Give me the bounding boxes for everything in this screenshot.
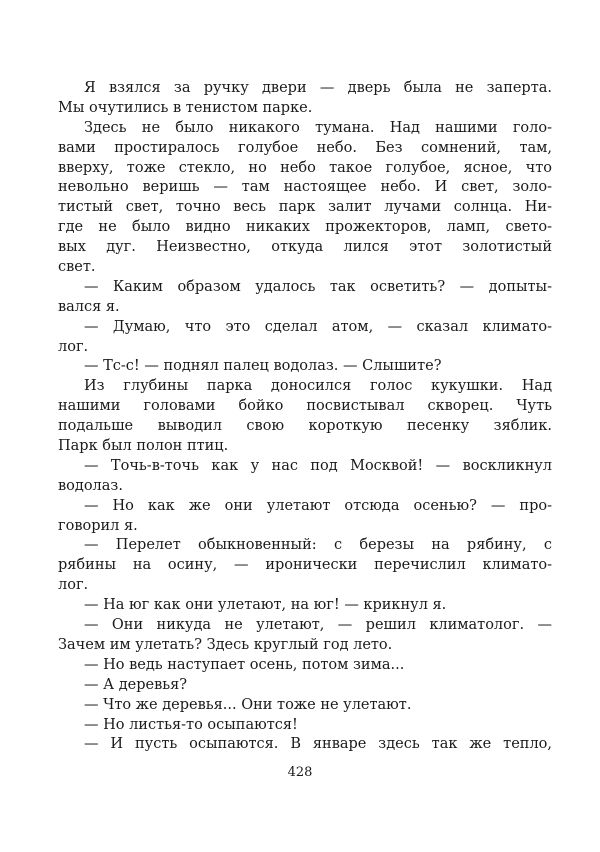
text-line: — Перелет обыкновенный: с березы на рябину, с [84,537,552,554]
page-number: 428 [287,765,313,780]
text-line: где не было видно никаких прожекторов, ламп, свето- [58,219,552,236]
text-line: — Что же деревья... Они тоже не улетают. [84,696,412,713]
text-line: нашими головами бойко посвистывал скворец. Чуть [58,398,552,415]
text-line: Зачем им улетать? Здесь круглый год лето. [58,636,393,653]
text-line: вверху, тоже стекло, но небо такое голубое, ясное, что [58,159,552,176]
text-line: — Но как же они улетают отсюда осенью? — про- [84,497,552,514]
text-line: — А деревья? [84,676,188,693]
text-line: — Но листья-то осыпаются! [84,716,298,733]
text-line: — Каким образом удалось так осветить? — допыты- [84,278,552,295]
text-line: Здесь не было никакого тумана. Над нашими голо- [84,119,552,136]
text-line: лог. [58,577,89,594]
text-line: вался я. [58,298,120,315]
text-line: — И пусть осыпаются. В январе здесь так же тепло, [84,736,552,753]
text-line: водолаз. [58,477,123,494]
text-line: тистый свет, точно весь парк залит лучами солнца. Ни- [58,199,552,216]
text-line: Я взялся за ручку двери — дверь была не заперта. [84,80,552,96]
text-line: лог. [58,338,89,355]
text-line: Мы очутились в тенистом парке. [58,99,313,116]
text-line: Парк был полон птиц. [58,438,229,455]
text-line: подальше выводил свою короткую песенку зяблик. [58,418,552,435]
text-line: — Тс-с! — поднял палец водолаз. — Слышите? [84,358,442,375]
text-line: — Они никуда не улетают, — решил климатолог. — [84,617,552,634]
text-line: вами простиралось голубое небо. Без сомнений, там, [58,139,552,156]
text-line: вых дуг. Неизвестно, откуда лился этот золотистый [58,239,552,256]
body-text [58,79,552,755]
text-line: свет. [58,259,96,276]
text-line: — На юг как они улетают, на юг! — крикнул я. [84,597,447,614]
text-line: — Но ведь наступает осень, потом зима... [84,656,405,673]
text-line: говорил я. [58,517,138,534]
text-line: — Думаю, что это сделал атом, — сказал климато- [84,318,552,335]
text-line: Из глубины парка доносился голос кукушки. Над [84,378,552,395]
text-line: — Точь-в-точь как у нас под Москвой! — воскликнул [84,457,552,474]
text-line: невольно веришь — там настоящее небо. И свет, золо- [58,179,552,196]
text-line: рябины на осину, — иронически перечислил климато- [58,557,552,574]
